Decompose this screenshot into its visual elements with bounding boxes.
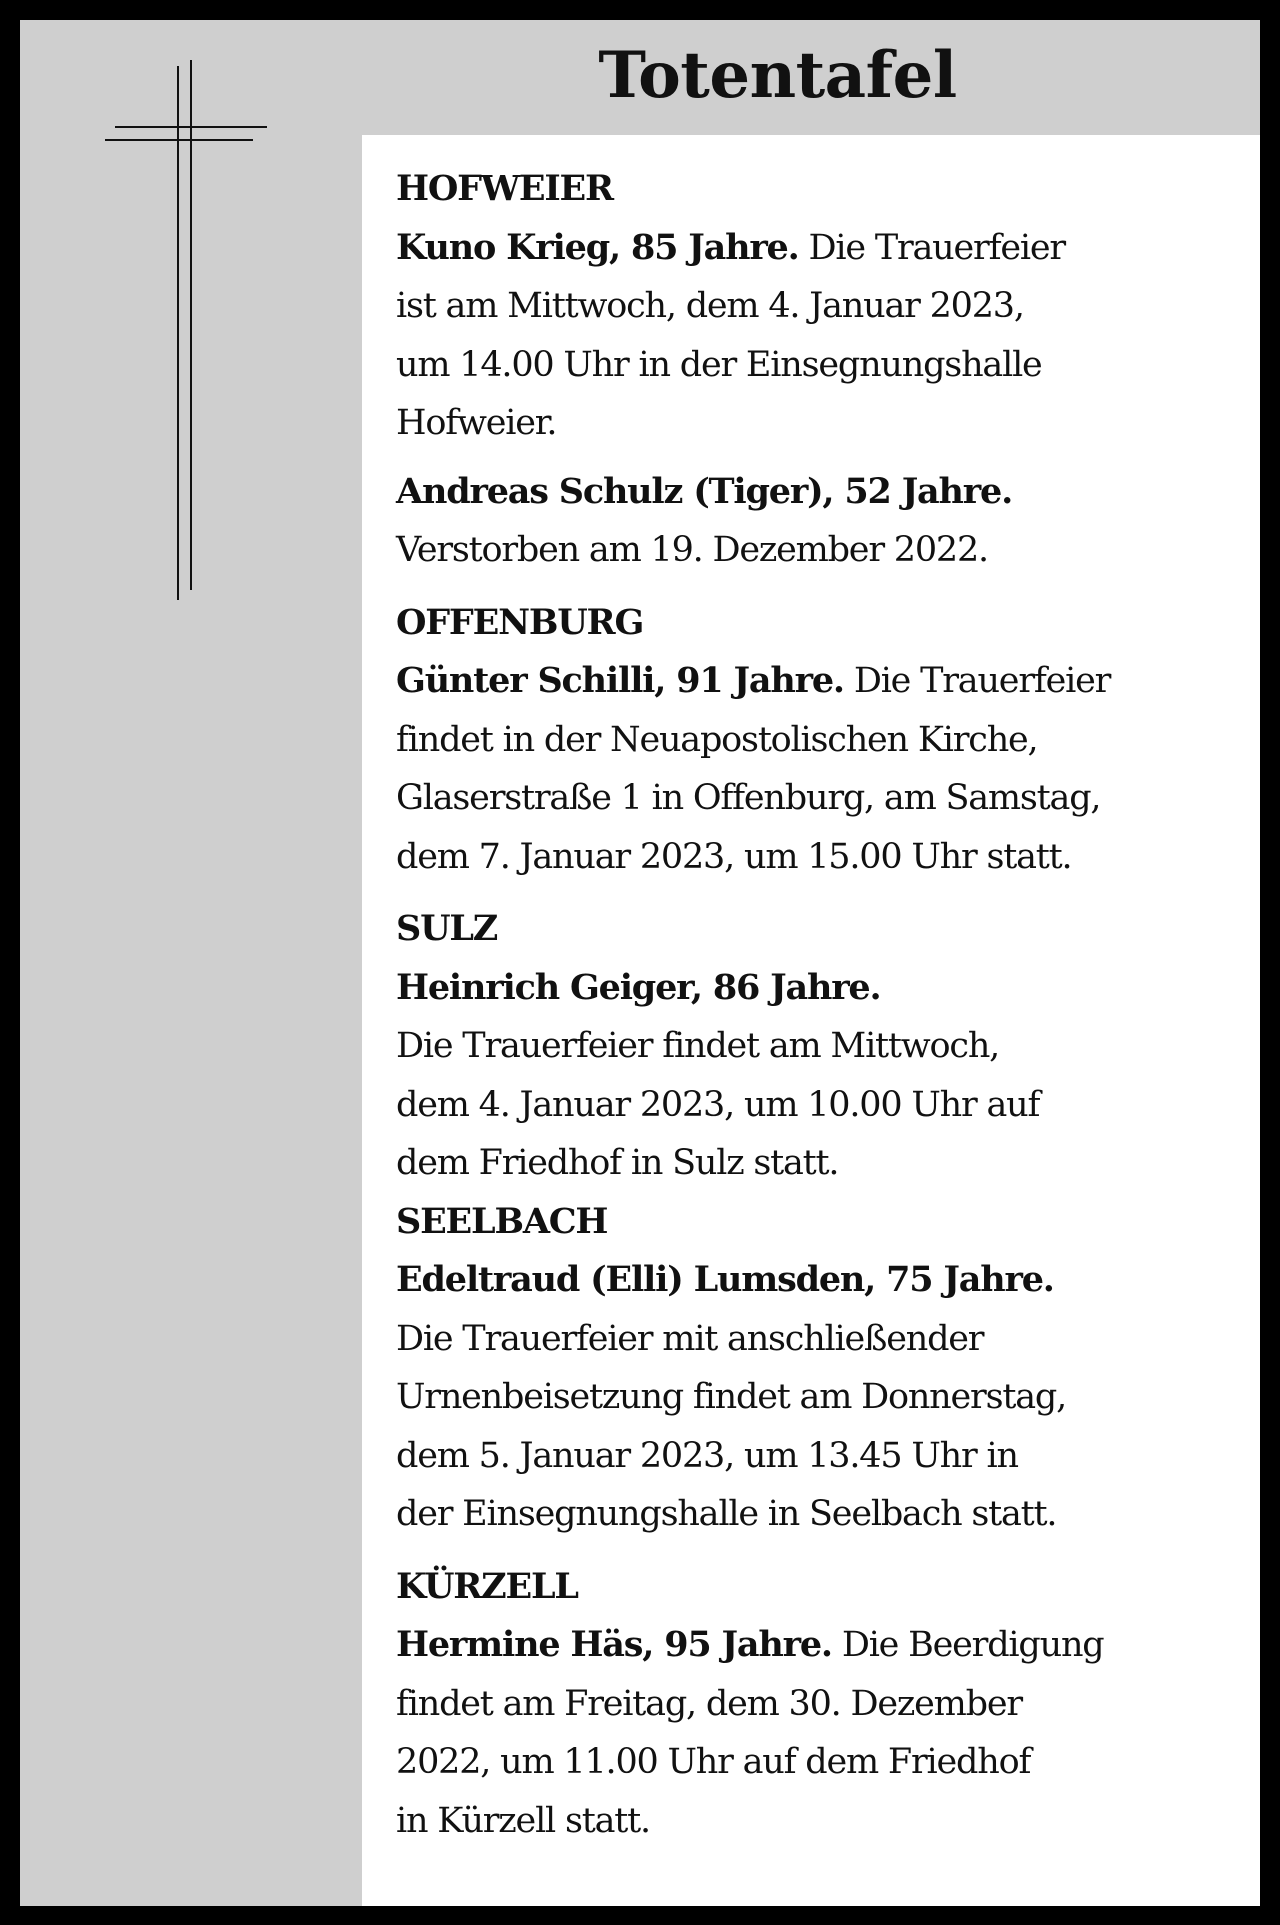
notice-line: Urnenbeisetzung findet am Donnerstag,: [396, 1377, 1066, 1417]
notice-line: Hofweier.: [396, 403, 557, 443]
notice-line: um 14.00 Uhr in der Einsegnungshalle: [396, 344, 1042, 385]
notice-line: dem Friedhof in Sulz statt.: [396, 1143, 839, 1183]
obituary-section-seelbach: [396, 1193, 1246, 1544]
obituary-section-sulz: [396, 900, 1246, 1193]
place-heading: SULZ: [396, 908, 498, 949]
notice-line: dem 5. Januar 2023, um 13.45 Uhr in: [396, 1435, 1018, 1476]
notice-text: Die Trauerfeier: [798, 227, 1065, 268]
deceased-name: Heinrich Geiger, 86 Jahre.: [396, 966, 881, 1008]
notice-line: findet am Freitag, dem 30. Dezember: [396, 1683, 1022, 1724]
cross-icon-vertical-line: [177, 66, 179, 600]
notice-line: [396, 1251, 1246, 1310]
obituary-notice: [396, 463, 1246, 580]
obituary-section-hofweier: [396, 160, 1246, 580]
page-title: Totentafel: [598, 38, 957, 113]
notice-text: Die Trauerfeier: [843, 661, 1111, 701]
notice-line: findet in der Neuapostolischen Kirche,: [396, 719, 1038, 760]
notice-line: dem 7. Januar 2023, um 15.00 Uhr statt.: [396, 836, 1072, 877]
obituary-notice: [396, 652, 1246, 886]
notice-line: Verstorben am 19. Dezember 2022.: [396, 530, 988, 570]
obituary-section-kuerzell: [396, 1558, 1246, 1851]
notice-line: [396, 652, 1246, 711]
obituary-notice: [396, 1251, 1246, 1544]
notice-line: dem 4. Januar 2023, um 10.00 Uhr auf: [396, 1084, 1040, 1125]
obituary-notice: [396, 219, 1246, 453]
notice-line: ist am Mittwoch, dem 4. Januar 2023,: [396, 286, 1024, 326]
notice-line: [396, 463, 1246, 522]
notice-line: [396, 1616, 1246, 1675]
notice-line: Glaserstraße 1 in Offenburg, am Samstag,: [396, 778, 1101, 818]
cross-icon-horizontal-line: [115, 126, 267, 128]
notice-line: Die Trauerfeier mit anschließender: [396, 1318, 984, 1359]
notice-line: Die Trauerfeier findet am Mittwoch,: [396, 1026, 1000, 1066]
deceased-name: Hermine Häs, 95 Jahre.: [396, 1624, 832, 1665]
place-heading: OFFENBURG: [396, 601, 644, 643]
notice-line: [396, 219, 1246, 278]
deceased-name: Edeltraud (Elli) Lumsden, 75 Jahre.: [396, 1259, 1054, 1300]
place-heading: SEELBACH: [396, 1200, 608, 1242]
obituary-notice: [396, 1616, 1246, 1850]
notice-line: in Kürzell statt.: [396, 1800, 650, 1841]
notice-line: [396, 959, 1246, 1018]
cross-icon-horizontal-line: [105, 139, 253, 141]
notice-text: Die Beerdigung: [831, 1625, 1104, 1665]
obituary-notice: [396, 959, 1246, 1193]
deceased-name: Kuno Krieg, 85 Jahre.: [396, 226, 799, 268]
deceased-name: Günter Schilli, 91 Jahre.: [396, 660, 844, 701]
deceased-name: Andreas Schulz (Tiger), 52 Jahre.: [396, 470, 1013, 512]
obituary-list: [396, 160, 1246, 1850]
place-heading: HOFWEIER: [396, 168, 613, 209]
notice-line: 2022, um 11.00 Uhr auf dem Friedhof: [396, 1742, 1031, 1782]
obituary-section-offenburg: [396, 594, 1246, 887]
place-heading: KÜRZELL: [396, 1565, 578, 1607]
notice-line: der Einsegnungshalle in Seelbach statt.: [396, 1494, 1057, 1534]
